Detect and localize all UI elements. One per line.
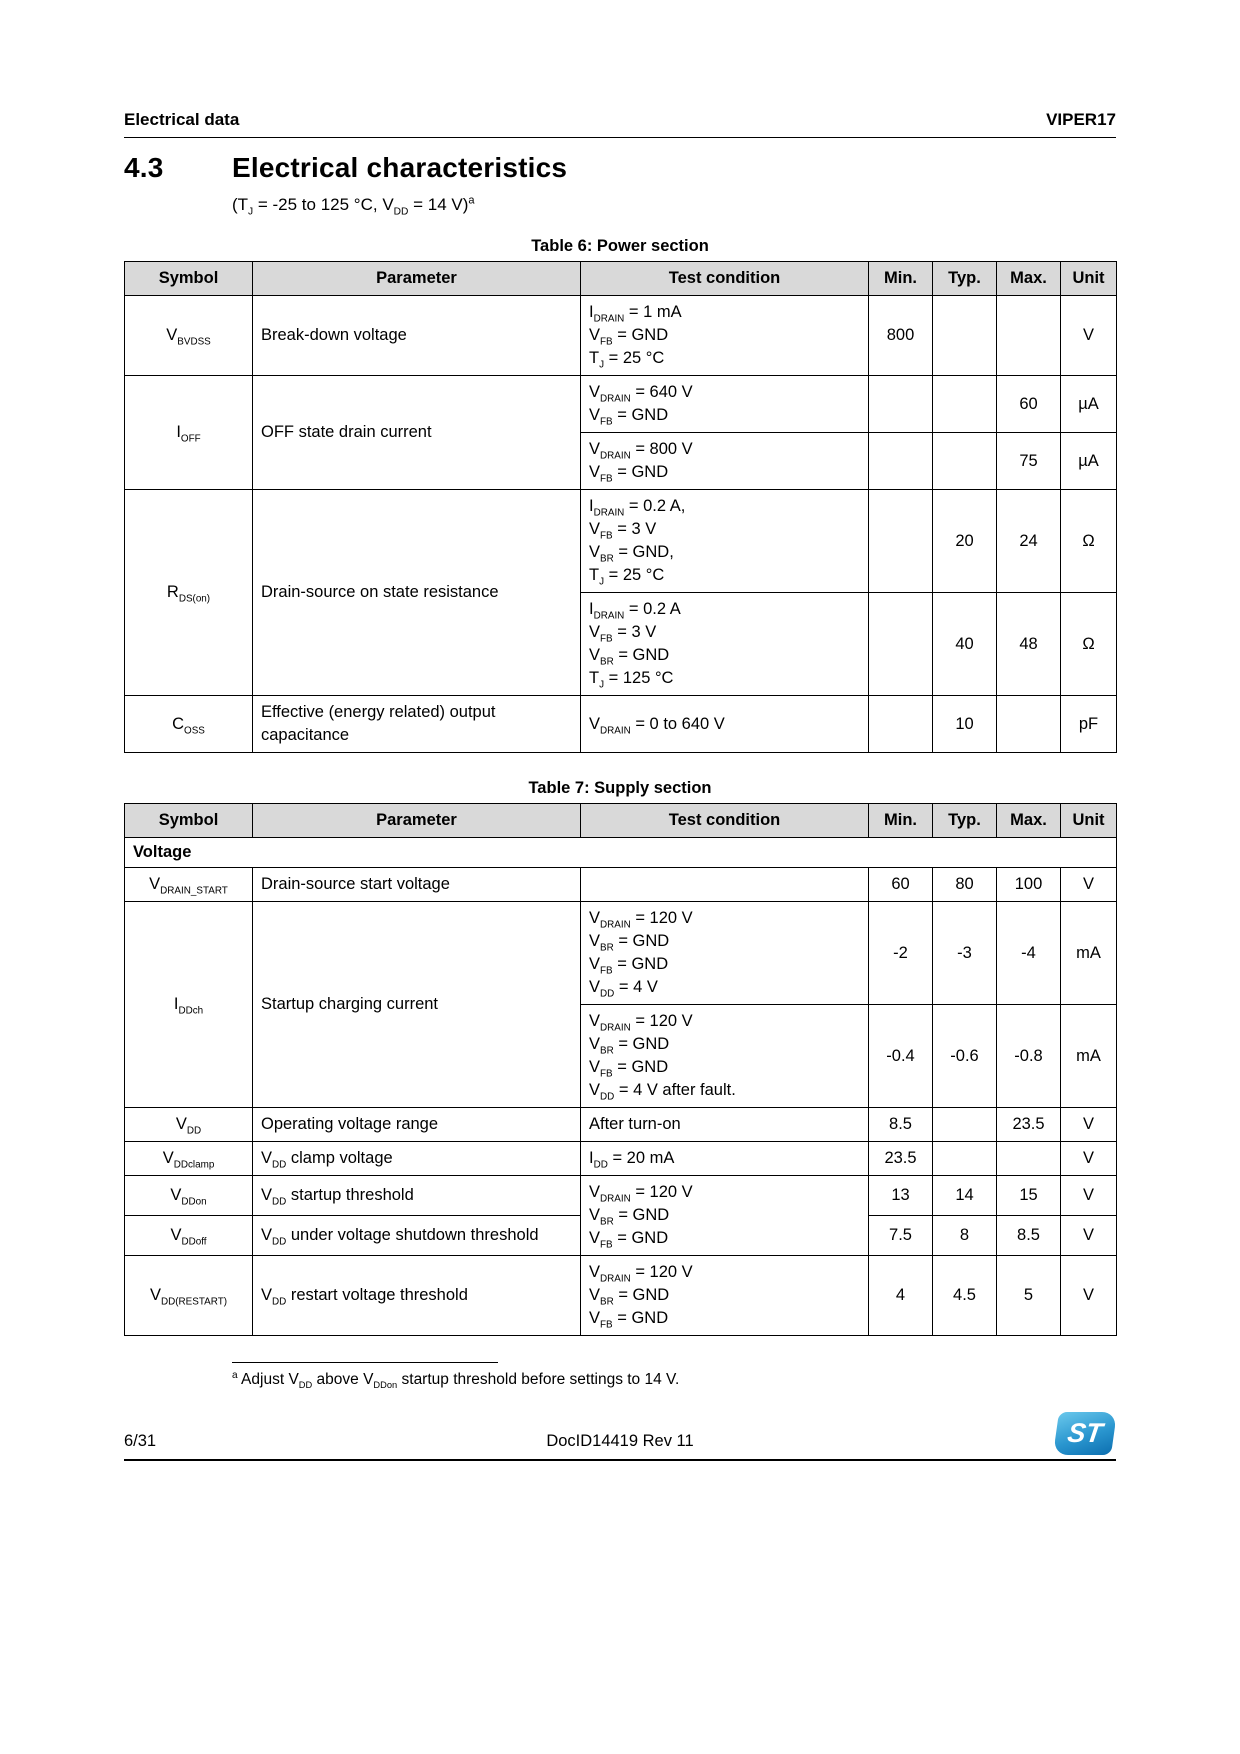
cell-max: 75	[997, 433, 1061, 490]
cell-typ: 14	[933, 1176, 997, 1216]
cell-typ: 80	[933, 868, 997, 902]
cell-typ: 4.5	[933, 1256, 997, 1336]
footnote-divider	[232, 1362, 498, 1363]
table-row	[125, 1256, 1117, 1336]
cell-symbol: $V_{BVDSS}$	[125, 296, 253, 376]
cell-test-condition: $V_{DRAIN} = 120$ V $V_{BR}$ = GND $V_{FB}$ = GND	[581, 1256, 869, 1336]
cell-symbol: $V_{DD(RESTART)}$	[125, 1256, 253, 1336]
col-typ: Typ.	[933, 262, 997, 296]
cell-parameter: $V_{DD}$ startup threshold	[253, 1176, 581, 1216]
cell-typ: 8	[933, 1216, 997, 1256]
col-parameter: Parameter	[253, 262, 581, 296]
cell-symbol: $V_{DDon}$	[125, 1176, 253, 1216]
cell-parameter: OFF state drain current	[253, 376, 581, 490]
running-header	[124, 110, 1116, 138]
group-label-voltage: Voltage	[125, 838, 1117, 868]
cell-typ	[933, 1108, 997, 1142]
table-row	[125, 868, 1117, 902]
footnote	[232, 1362, 1116, 1389]
test-conditions-note: ($T_J = -25$ to 125 °C, $V_{DD} = 14$ V)$^a$	[232, 194, 475, 218]
cell-test-condition: $I_{DRAIN} = 1$ mA $V_{FB}$ = GND $T_J = 25$ °C	[581, 296, 869, 376]
cell-parameter: Break-down voltage	[253, 296, 581, 376]
header-row	[125, 262, 1117, 296]
cell-typ: 20	[933, 490, 997, 593]
cell-min: -0.4	[869, 1005, 933, 1108]
cell-max: 15	[997, 1176, 1061, 1216]
col-parameter: Parameter	[253, 804, 581, 838]
cell-min	[869, 593, 933, 696]
group-row	[125, 838, 1117, 868]
cell-unit: pF	[1061, 696, 1117, 753]
cell-unit: V	[1061, 868, 1117, 902]
cell-unit: V	[1061, 1216, 1117, 1256]
table6-caption: Table 6: Power section	[531, 237, 709, 255]
cell-typ: 10	[933, 696, 997, 753]
cell-symbol: $R_{DS(on)}$	[125, 490, 253, 696]
cell-min: 60	[869, 868, 933, 902]
cell-test-condition: $V_{DRAIN} = 120$ V $V_{BR}$ = GND $V_{FB}$ = GND	[581, 1176, 869, 1256]
cell-unit: V	[1061, 1256, 1117, 1336]
cell-symbol: $I_{OFF}$	[125, 376, 253, 490]
cell-unit: µA	[1061, 376, 1117, 433]
cell-test-condition: $I_{DD} = 20$ mA	[581, 1142, 869, 1176]
cell-unit: Ω	[1061, 490, 1117, 593]
cell-min: 13	[869, 1176, 933, 1216]
cell-parameter: Effective (energy related) output capacitance	[253, 696, 581, 753]
cell-parameter: Drain-source on state resistance	[253, 490, 581, 696]
section-title: Electrical characteristics	[232, 152, 568, 183]
col-test-condition: Test condition	[581, 262, 869, 296]
header-product-name: VIPER17	[1046, 110, 1116, 129]
page-content	[124, 110, 1116, 1461]
page-footer	[124, 1409, 1116, 1461]
cell-test-condition: After turn-on	[581, 1108, 869, 1142]
cell-max	[997, 696, 1061, 753]
cell-symbol: $V_{DDclamp}$	[125, 1142, 253, 1176]
cell-parameter: $V_{DD}$ under voltage shutdown threshold	[253, 1216, 581, 1256]
cell-max: -0.8	[997, 1005, 1061, 1108]
col-unit: Unit	[1061, 804, 1117, 838]
cell-min: 4	[869, 1256, 933, 1336]
table-row	[125, 490, 1117, 593]
cell-parameter: Startup charging current	[253, 902, 581, 1108]
cell-min: 8.5	[869, 1108, 933, 1142]
table7-caption: Table 7: Supply section	[528, 779, 712, 797]
table7-supply-section	[124, 803, 1117, 1336]
cell-unit: V	[1061, 1142, 1117, 1176]
cell-unit: mA	[1061, 1005, 1117, 1108]
cell-test-condition: $V_{DRAIN} = 640$ V $V_{FB}$ = GND	[581, 376, 869, 433]
cell-unit: Ω	[1061, 593, 1117, 696]
cell-min	[869, 376, 933, 433]
cell-test-condition	[581, 868, 869, 902]
cell-unit: mA	[1061, 902, 1117, 1005]
section-heading	[124, 152, 1116, 184]
cell-parameter: Operating voltage range	[253, 1108, 581, 1142]
cell-symbol: $V_{DDoff}$	[125, 1216, 253, 1256]
cell-min	[869, 696, 933, 753]
st-logo-text: ST	[1065, 1418, 1105, 1448]
cell-min: 23.5	[869, 1142, 933, 1176]
cell-typ	[933, 1142, 997, 1176]
cell-min: 7.5	[869, 1216, 933, 1256]
cell-test-condition: $I_{DRAIN} = 0.2$ A $V_{FB} = 3$ V $V_{BR}$ = GND $T_J = 125$ °C	[581, 593, 869, 696]
cell-typ: -0.6	[933, 1005, 997, 1108]
cell-max: -4	[997, 902, 1061, 1005]
st-logo	[1053, 1412, 1117, 1455]
cell-max: 23.5	[997, 1108, 1061, 1142]
cell-typ	[933, 296, 997, 376]
cell-parameter: $V_{DD}$ restart voltage threshold	[253, 1256, 581, 1336]
col-unit: Unit	[1061, 262, 1117, 296]
cell-min: 800	[869, 296, 933, 376]
col-min: Min.	[869, 262, 933, 296]
table-row	[125, 696, 1117, 753]
cell-max: 100	[997, 868, 1061, 902]
footer-row	[124, 1409, 1116, 1461]
col-test-condition: Test condition	[581, 804, 869, 838]
cell-max: 5	[997, 1256, 1061, 1336]
table-row	[125, 1176, 1117, 1216]
cell-typ	[933, 433, 997, 490]
cell-unit: V	[1061, 1176, 1117, 1216]
cell-max: 60	[997, 376, 1061, 433]
table-row	[125, 902, 1117, 1005]
table6-power-section	[124, 261, 1117, 753]
cell-test-condition: $V_{DRAIN} = 800$ V $V_{FB}$ = GND	[581, 433, 869, 490]
cell-test-condition: $V_{DRAIN} = 120$ V $V_{BR}$ = GND $V_{FB}$ = GND $V_{DD} = 4$ V	[581, 902, 869, 1005]
col-max: Max.	[997, 804, 1061, 838]
section-number: 4.3	[124, 152, 164, 183]
table-row	[125, 1108, 1117, 1142]
cell-min: -2	[869, 902, 933, 1005]
cell-max: 24	[997, 490, 1061, 593]
cell-test-condition: $I_{DRAIN} = 0.2$ A, $V_{FB} = 3$ V $V_{BR}$ = GND, $T_J = 25$ °C	[581, 490, 869, 593]
cell-symbol: $I_{DDch}$	[125, 902, 253, 1108]
cell-typ	[933, 376, 997, 433]
table-row	[125, 376, 1117, 433]
cell-test-condition: $V_{DRAIN} = 120$ V $V_{BR}$ = GND $V_{FB}$ = GND $V_{DD} = 4$ V after fault.	[581, 1005, 869, 1108]
document-id: DocID14419 Rev 11	[546, 1432, 694, 1450]
table-row	[125, 296, 1117, 376]
footnote-text: $^a$ Adjust $V_{DD}$ above $V_{DDon}$ startup threshold before settings to 14 V.	[232, 1369, 680, 1391]
table-row	[125, 1142, 1117, 1176]
col-typ: Typ.	[933, 804, 997, 838]
cell-unit: V	[1061, 296, 1117, 376]
cell-parameter: $V_{DD}$ clamp voltage	[253, 1142, 581, 1176]
col-symbol: Symbol	[125, 262, 253, 296]
header-row	[125, 804, 1117, 838]
page-number: 6/31	[124, 1432, 157, 1450]
cell-symbol: $V_{DD}$	[125, 1108, 253, 1142]
cell-max: 48	[997, 593, 1061, 696]
header-chapter-label: Electrical data	[124, 110, 240, 129]
col-max: Max.	[997, 262, 1061, 296]
cell-max	[997, 296, 1061, 376]
cell-max	[997, 1142, 1061, 1176]
cell-min	[869, 490, 933, 593]
col-symbol: Symbol	[125, 804, 253, 838]
col-min: Min.	[869, 804, 933, 838]
cell-test-condition: $V_{DRAIN} = 0$ to 640 V	[581, 696, 869, 753]
cell-unit: V	[1061, 1108, 1117, 1142]
cell-parameter: Drain-source start voltage	[253, 868, 581, 902]
cell-typ: 40	[933, 593, 997, 696]
cell-symbol: $C_{OSS}$	[125, 696, 253, 753]
cell-symbol: $V_{DRAIN\_START}$	[125, 868, 253, 902]
cell-max: 8.5	[997, 1216, 1061, 1256]
cell-typ: -3	[933, 902, 997, 1005]
cell-unit: µA	[1061, 433, 1117, 490]
cell-min	[869, 433, 933, 490]
